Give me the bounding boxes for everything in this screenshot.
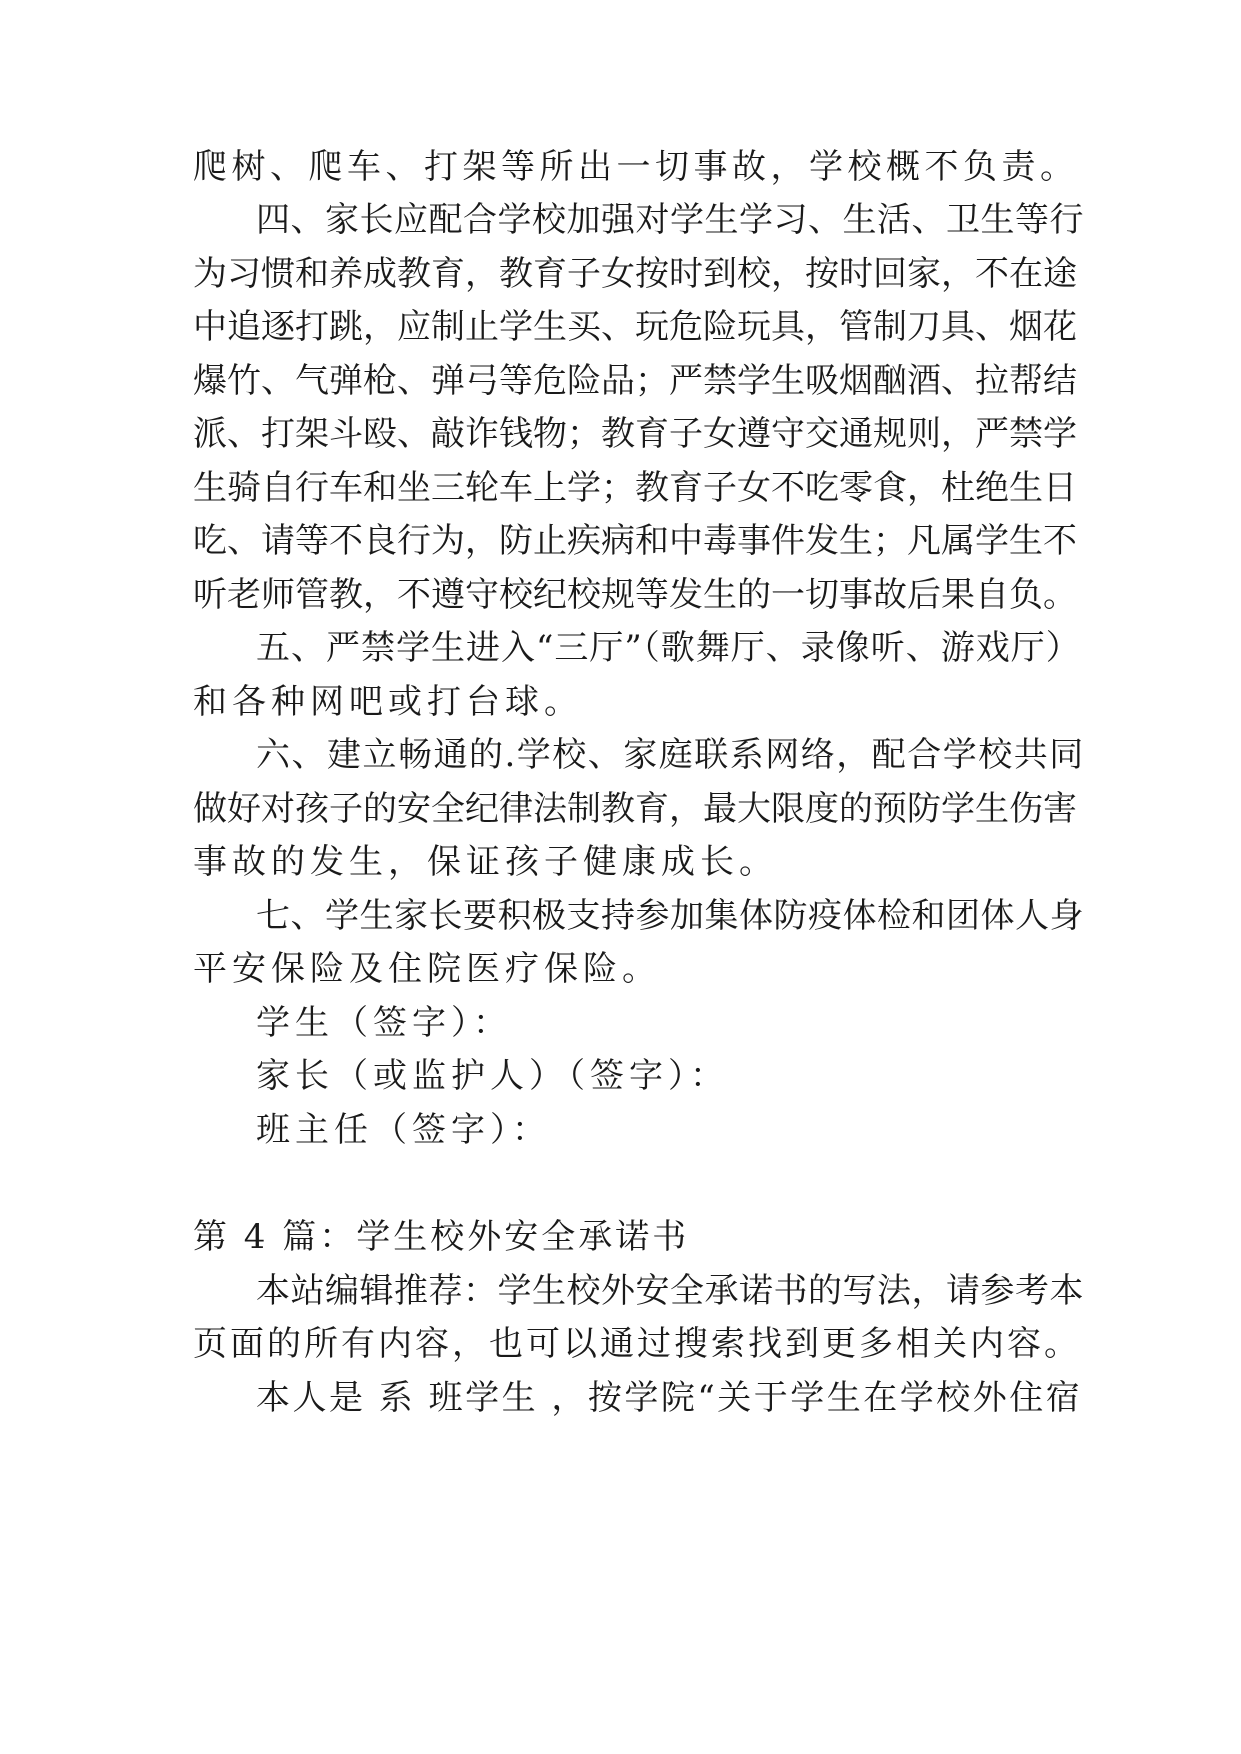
paragraph-line: 本人是 系 班学生 ，按学院“关于学生在学校外住宿	[256, 1378, 1083, 1418]
signature-label-teacher: 班主任（签字）：	[256, 1110, 551, 1150]
signature-label-student: 学生（签字）：	[256, 1003, 512, 1043]
paragraph-line: 平安保险及住院医疗保险。	[193, 949, 661, 989]
paragraph-line: 做好对孩子的安全纪律法制教育，最大限度的预防学生伤害	[193, 789, 1077, 829]
paragraph-line: 听老师管教，不遵守校纪校规等发生的一切事故后果自负。	[193, 575, 1077, 615]
paragraph-line: 四、家长应配合学校加强对学生学习、生活、卫生等行	[256, 200, 1084, 240]
paragraph-line: 七、学生家长要积极支持参加集体防疫体检和团体人身	[256, 896, 1084, 936]
paragraph-line: 派、打架斗殴、敲诈钱物；教育子女遵守交通规则，严禁学	[193, 414, 1077, 454]
section-heading: 第 4 篇：学生校外安全承诺书	[193, 1217, 690, 1257]
paragraph-line: 和各种网吧或打台球。	[193, 682, 583, 722]
paragraph-line: 事故的发生，保证孩子健康成长。	[193, 842, 778, 882]
paragraph-line: 爬树、爬车、打架等所出一切事故，学校概不负责。	[193, 147, 1079, 187]
paragraph-line: 吃、请等不良行为，防止疾病和中毒事件发生；凡属学生不	[193, 521, 1077, 561]
paragraph-line: 六、建立畅通的.学校、家庭联系网络，配合学校共同	[256, 735, 1085, 775]
paragraph-line: 页面的所有内容，也可以通过搜索找到更多相关内容。	[193, 1324, 1081, 1364]
paragraph-line: 本站编辑推荐：学生校外安全承诺书的写法，请参考本	[256, 1271, 1084, 1311]
paragraph-line: 为习惯和养成教育，教育子女按时到校，按时回家，不在途	[193, 254, 1077, 294]
paragraph-line: 爆竹、气弹枪、弹弓等危险品；严禁学生吸烟酗酒、拉帮结	[193, 361, 1077, 401]
signature-label-parent: 家长（或监护人）（签字）：	[256, 1056, 729, 1096]
paragraph-line: 中追逐打跳，应制止学生买、玩危险玩具，管制刀具、烟花	[193, 307, 1077, 347]
paragraph-line: 五、严禁学生进入“三厅”（歌舞厅、录像听、游戏厅）	[256, 628, 1081, 668]
paragraph-line: 生骑自行车和坐三轮车上学；教育子女不吃零食，杜绝生日	[193, 468, 1077, 508]
